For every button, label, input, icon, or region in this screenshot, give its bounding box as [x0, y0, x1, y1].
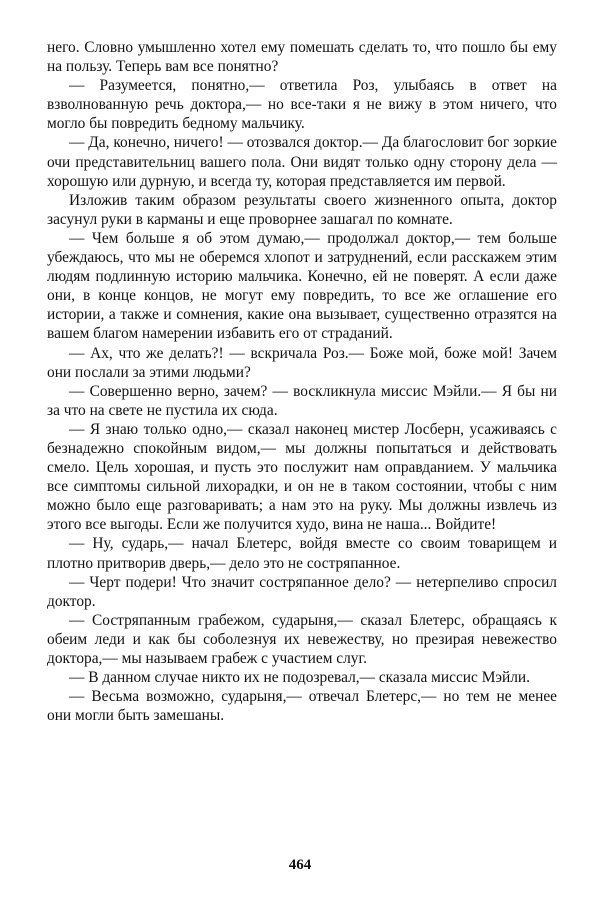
page-number: 464	[288, 857, 312, 873]
paragraph-dialogue-losberne: — Я знаю только одно,— сказал наконец мистер Лосберн, усаживаясь с безнадежно спокойным видом,— мы должны попытаться и действовать смело. Цель хорошая, и пусть это послужит нам оправданием. У мальчика все симптомы сильной лихорадки, и он не в таком состоянии, чтобы с ним можно было еще разговаривать; а нам это на руку. Мы должны извлечь из этого все выгоды. Если же получится худо, вина не наша... Войдите!	[47, 420, 557, 534]
paragraph-dialogue-blathers: — Ну, сударь,— начал Блетерс, войдя вместе со своим товарищем и плотно притворив дверь,— дело это не состряпанное.	[47, 535, 557, 572]
book-page-body	[47, 38, 557, 725]
paragraph-dialogue-rose-exclaim: — Ах, что же делать?! — вскричала Роз.— Боже мой, боже мой! Зачем они послали за этими людьми?	[47, 344, 557, 381]
paragraph-dialogue-rose: — Разумеется, понятно,— ответила Роз, улыбаясь в ответ на взволнованную речь доктора,— но все-таки я не вижу в этом ничего, что могло бы повредить бедному мальчику.	[47, 77, 557, 133]
paragraph-narration: Изложив таким образом результаты своего жизненного опыта, доктор засунул руки в карманы и еще проворнее зашагал по комнате.	[47, 191, 557, 228]
paragraph-dialogue-blathers-explain: — Состряпанным грабежом, сударыня,— сказал Блетерс, обращаясь к обеим леди и как бы соболезнуя их невежеству, но презирая невежество доктора,— мы называем грабеж с участием слуг.	[47, 611, 557, 667]
paragraph-dialogue-doctor-long: — Чем больше я об этом думаю,— продолжал доктор,— тем больше убеждаюсь, что мы не оберемся хлопот и затруднений, если расскажем этим людям подлинную историю мальчика. Конечно, ей не поверят. А если даже они, в конце концов, не могут ему повредить, то все же оглашение его истории, а также и сомнения, какие она вызывает, существенно отразятся на вашем благом намерении избавить его от страданий.	[47, 229, 557, 343]
paragraph-dialogue-mrs-maylie: — Совершенно верно, зачем? — воскликнула миссис Мэйли.— Я бы ни за что на свете не пустила их сюда.	[47, 382, 557, 419]
paragraph-dialogue-blathers-final: — Весьма возможно, сударыня,— отвечал Блетерс,— но тем не менее они могли быть замешаны.	[47, 688, 557, 725]
paragraph-dialogue-doctor-question: — Черт подери! Что значит состряпанное дело? — нетерпеливо спросил доктор.	[47, 573, 557, 610]
paragraph-dialogue-doctor: — Да, конечно, ничего! — отозвался доктор.— Да благословит бог зоркие очи представительниц вашего пола. Они видят только одну сторону дела — хорошую или дурную, и всегда ту, которая представляется им первой.	[47, 134, 557, 190]
paragraph-dialogue-mrs-maylie-reply: — В данном случае никто их не подозревал,— сказала миссис Мэйли.	[69, 669, 531, 687]
paragraph-continuation: него. Словно умышленно хотел ему помешать сделать то, что пошло бы ему на пользу. Теперь вам все понятно?	[47, 39, 557, 76]
